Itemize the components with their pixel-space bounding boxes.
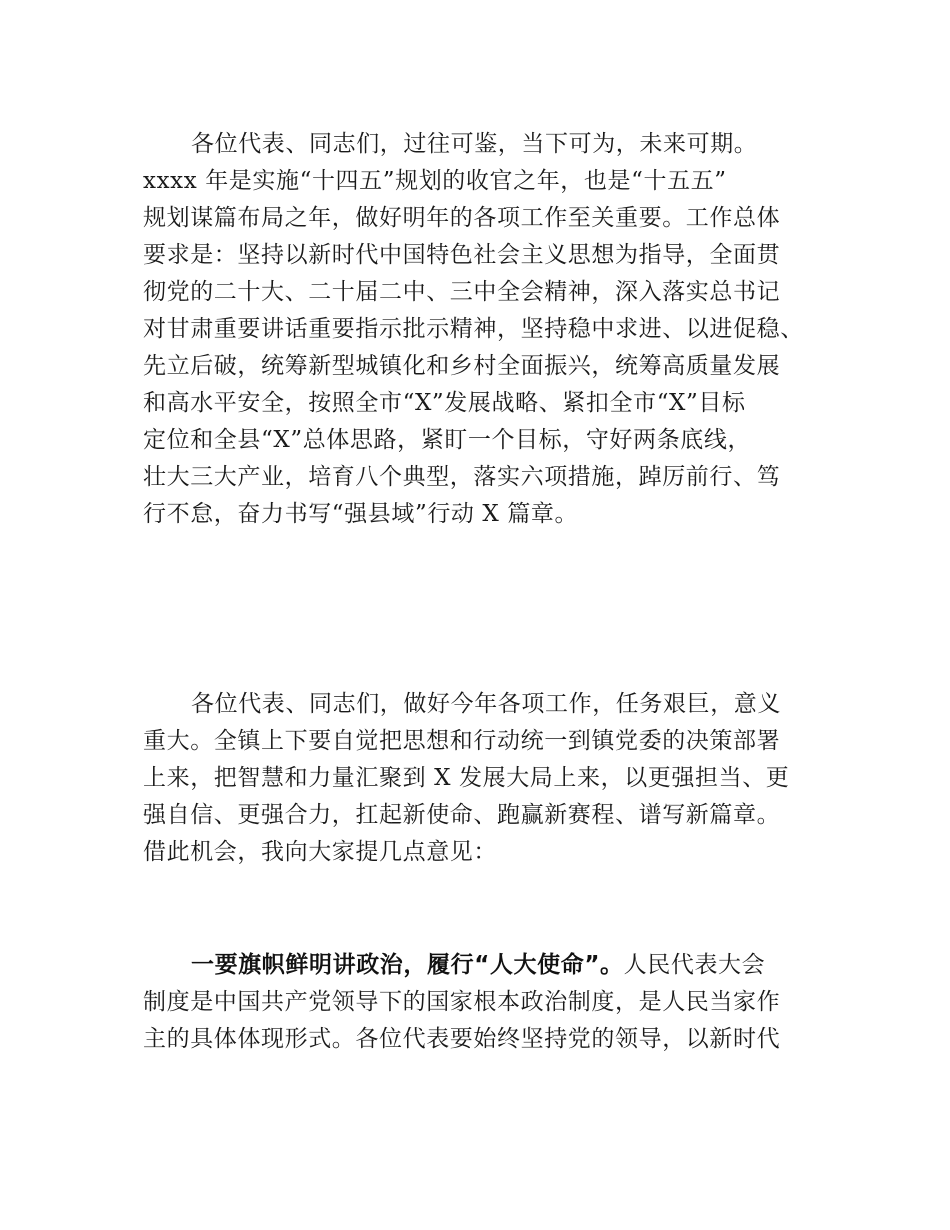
paragraph-line: 主的具体体现形式。各位代表要始终坚持党的领导，以新时代: [143, 1026, 781, 1052]
paragraph-line: 强自信、更强合力，扛起新使命、跑赢新赛程、谱写新篇章。: [143, 802, 781, 828]
paragraph-line: [143, 947, 833, 984]
paragraph-line: 制度是中国共产党领导下的国家根本政治制度，是人民当家作: [143, 989, 781, 1015]
paragraph-line: 和高水平安全，按照全市“X”发展战略、紧扣全市“X”目标: [143, 390, 746, 416]
paragraph-line: 各位代表、同志们，做好今年各项工作，任务艰巨，意义: [191, 691, 781, 717]
paragraph-line: 上来，把智慧和力量汇聚到 X 发展大局上来，以更强担当、更: [143, 765, 790, 791]
paragraph-goals: [143, 126, 833, 533]
paragraph-line: 先立后破，统筹新型城镇化和乡村全面振兴，统筹高质量发展: [143, 353, 781, 379]
paragraph-line: 要求是：坚持以新时代中国特色社会主义思想为指导，全面贯: [143, 242, 781, 268]
paragraph-line: 借此机会，我向大家提几点意见：: [143, 839, 497, 865]
paragraph-politics: [143, 947, 833, 1058]
paragraph-call-to-action: [143, 686, 833, 871]
section-heading: 一要旗帜鲜明讲政治，履行“人大使命”。: [191, 952, 624, 978]
paragraph-line: 各位代表、同志们，过往可鉴，当下可为，未来可期。: [191, 131, 758, 157]
paragraph-line: 重大。全镇上下要自觉把思想和行动统一到镇党委的决策部署: [143, 728, 781, 754]
paragraph-line: 规划谋篇布局之年，做好明年的各项工作至关重要。工作总体: [143, 205, 781, 231]
paragraph-line: 对甘肃重要讲话重要指示批示精神，坚持稳中求进、以进促稳、: [143, 316, 804, 342]
paragraph-line: 彻党的二十大、二十届二中、三中全会精神，深入落实总书记: [143, 279, 781, 305]
paragraph-line-text: 人民代表大会: [623, 952, 766, 978]
paragraph-line: xxxx 年是实施“十四五”规划的收官之年，也是“十五五”: [143, 168, 727, 194]
paragraph-line: 壮大三大产业，培育八个典型，落实六项措施，踔厉前行、笃: [143, 464, 781, 490]
paragraph-line: 定位和全县“X”总体思路，紧盯一个目标，守好两条底线，: [143, 427, 752, 453]
paragraph-line: 行不怠，奋力书写“强县域”行动 X 篇章。: [143, 501, 579, 527]
